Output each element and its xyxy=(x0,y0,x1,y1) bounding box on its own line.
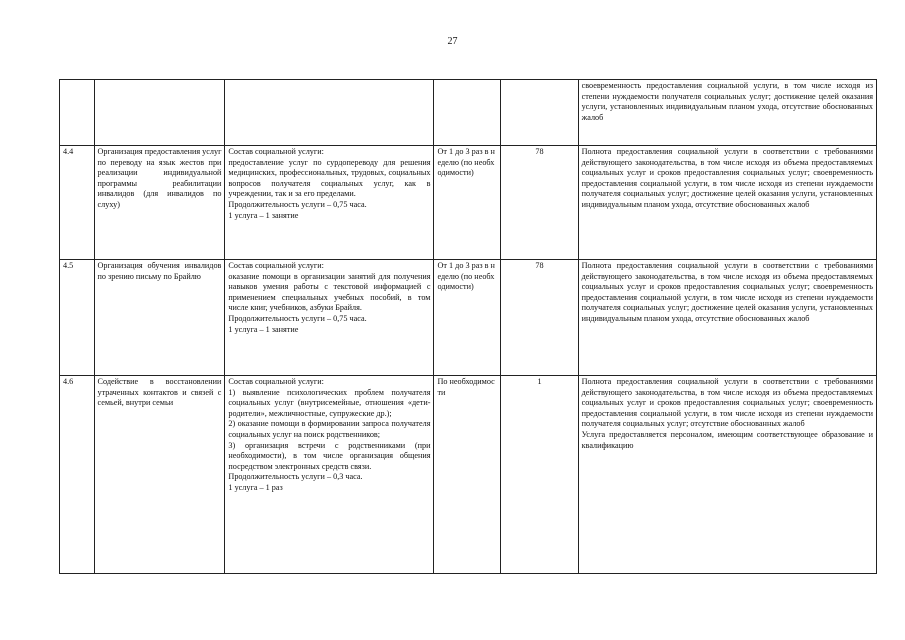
cell-content: Состав социальной услуги: 1) выявление психологических проблем получателя социальных услуг (внутрисемейные, отношения «дети-родители», межличностные, супружеские др.); 2) оказание помощи в формировании запроса получателя социальных услуг на поиск родственников; 3) организация встречи с родственниками (при необходимости), в том числе организация общения посредством электронных средств связи. Продолжительность услуги – 0,3 часа. 1 услуга – 1 раз xyxy=(225,376,434,574)
cell-content: Состав социальной услуги: предоставление услуг по сурдопереводу для решения медицинских, профессиональных, трудовых, социальных вопросов получателя социальных услуг, как в учреждении, так и за его пределами. Продолжительность услуги – 0,75 часа. 1 услуга – 1 занятие xyxy=(225,146,434,260)
cell-num: 4.6 xyxy=(60,376,95,574)
cell-num: 4.5 xyxy=(60,260,95,376)
cell-indicators: своевременность предоставления социальной услуги, в том числе исходя из степени нуждаемости получателя социальных услуг; достижение целей оказания услуги, установленных индивидуальным планом ухода, отсутствие обоснованных жалоб xyxy=(578,80,876,146)
cell-indicators: Полнота предоставления социальной услуги в соответствии с требованиями действующего законодательства, в том числе исходя из объема предоставляемых социальных услуг и сроков предоставления социальных услуг; своевременность предоставления социальной услуги, в том числе исходя из степени нуждаемости получателя социальных услуг; отсутствие обоснованных жалоб Услуга предоставляется персоналом, имеющим соответствующее образование и квалификацию xyxy=(578,376,876,574)
table-row xyxy=(60,146,877,260)
cell-period: От 1 до 3 раз в неделю (по необходимости) xyxy=(434,260,501,376)
cell-num: 4.4 xyxy=(60,146,95,260)
cell-content: Состав социальной услуги: оказание помощи в организации занятий для получения навыков умения работы с текстовой информацией с применением специальных учебных пособий, в том числе книг, учебников, азбуки Брайля. Продолжительность услуги – 0,75 часа. 1 услуга – 1 занятие xyxy=(225,260,434,376)
cell-name: Содействие в восстановлении утраченных контактов и связей с семьей, внутри семьи xyxy=(94,376,225,574)
cell-cost: 78 xyxy=(501,260,578,376)
cell-name: Организация обучения инвалидов по зрению письму по Брайлю xyxy=(94,260,225,376)
table-row-continuation xyxy=(60,80,877,146)
cell-num xyxy=(60,80,95,146)
cell-cost: 78 xyxy=(501,146,578,260)
page-number: 27 xyxy=(447,36,458,47)
cell-name xyxy=(94,80,225,146)
cell-name: Организация предоставления услуг по переводу на язык жестов при реализации индивидуальной программы реабилитации инвалидов (для инвалидов по слуху) xyxy=(94,146,225,260)
cell-period: По необходимости xyxy=(434,376,501,574)
cell-indicators: Полнота предоставления социальной услуги в соответствии с требованиями действующего законодательства, в том числе исходя из объема предоставляемых социальных услуг и сроков предоставления социальных услуг; своевременность предоставления социальной услуги, в том числе исходя из степени нуждаемости получателя социальных услуг; достижение целей оказания услуги, установленных индивидуальным планом ухода, отсутствие обоснованных жалоб xyxy=(578,260,876,376)
cell-cost xyxy=(501,80,578,146)
cell-content xyxy=(225,80,434,146)
cell-period xyxy=(434,80,501,146)
cell-indicators: Полнота предоставления социальной услуги в соответствии с требованиями действующего законодательства, в том числе исходя из объема предоставляемых социальных услуг и сроков предоставления социальных услуг; своевременность предоставления социальной услуги, в том числе исходя из степени нуждаемости получателя социальных услуг; достижение целей оказания услуги, установленных индивидуальным планом ухода, отсутствие обоснованных жалоб xyxy=(578,146,876,260)
cell-period: От 1 до 3 раз в неделю (по необходимости) xyxy=(434,146,501,260)
services-table xyxy=(59,79,877,574)
cell-cost: 1 xyxy=(501,376,578,574)
table-row xyxy=(60,376,877,574)
table-row xyxy=(60,260,877,376)
